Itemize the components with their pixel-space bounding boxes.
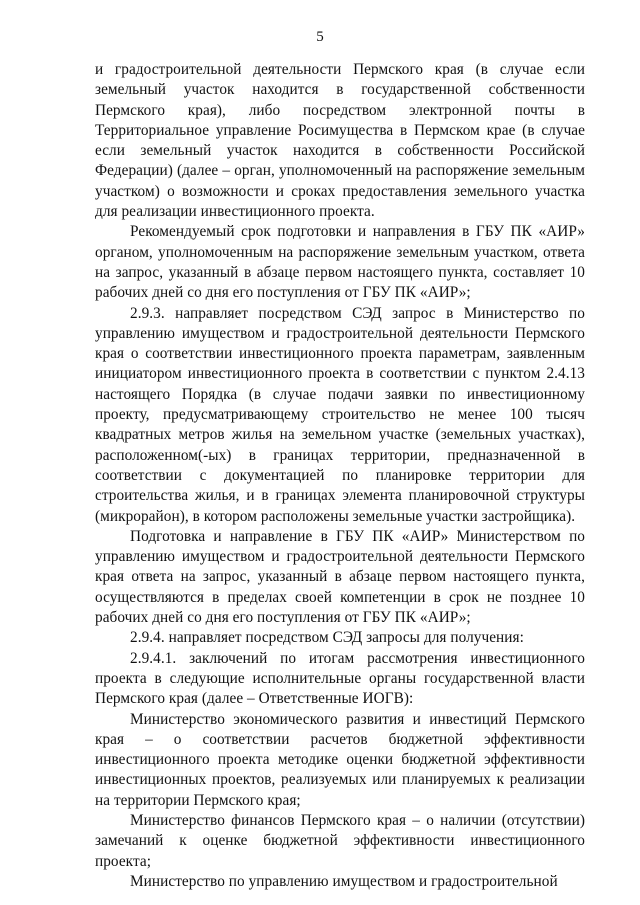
paragraph-2-9-4: 2.9.4. направляет посредством СЭД запросы для получения:	[130, 629, 524, 647]
paragraph-property-ministry: Министерство по управлению имуществом и градостроительной	[130, 872, 558, 890]
paragraph-2-9-4-1: 2.9.4.1. заключений по итогам рассмотрения инвестиционного проекта в следующие исполнительные органы государственной власти Пермского края (далее – Ответственные ИОГВ):	[95, 649, 585, 708]
paragraph-2-9-3: 2.9.3. направляет посредством СЭД запрос в Министерство по управлению имуществом и градостроительной деятельности Пермского края о соответствии инвестиционного проекта параметрам, заявленным инициатором инвестиционного проекта в соответствии с пунктом 2.4.13 настоящего Порядка (в случае подачи заявки по инвестиционному проекту, предусматривающему строительство не менее 100 тысяч квадратных метров жилья на земельном участке (земельных участках), расположенном(-ых) в границах территории, предназначенной в соответствии с документацией по планировке территории для строительства жилья, и в границах элемента планировочной структуры (микрорайон), в котором расположены земельные участки застройщика).	[95, 304, 585, 525]
paragraph-economic-ministry: Министерство экономического развития и инвестиций Пермского края – о соответствии расчетов бюджетной эффективности инвестиционного проекта методике оценки бюджетной эффективности инвестиционных проектов, реализуемых или планируемых к реализации на территории Пермского края;	[95, 710, 585, 809]
paragraph-finance-ministry: Министерство финансов Пермского края – о наличии (отсутствии) замечаний к оценке бюджетной эффективности инвестиционного проекта;	[95, 811, 585, 870]
page-number: 5	[316, 29, 324, 45]
paragraph-continuation: и градостроительной деятельности Пермского края (в случае если земельный участок находится в государственной собственности Пермского края), либо посредством электронной почты в Территориальное управление Росимущества в Пермском крае (в случае если земельный участок находится в собственности Российской Федерации) (далее – орган, уполномоченный на распоряжение земельным участком) о возможности и сроках предоставления земельного участка для реализации инвестиционного проекта.	[95, 61, 585, 221]
document-body	[95, 60, 585, 892]
paragraph-response-deadline: Рекомендуемый срок подготовки и направления в ГБУ ПК «АИР» органом, уполномоченным на распоряжение земельным участком, ответа на запрос, указанный в абзаце первом настоящего пункта, составляет 10 рабочих дней со дня его поступления от ГБУ ПК «АИР»;	[95, 223, 585, 302]
paragraph-ministry-response: Подготовка и направление в ГБУ ПК «АИР» Министерством по управлению имуществом и градостроительной деятельности Пермского края ответа на запрос, указанный в абзаце первом настоящего пункта, осуществляются в пределах своей компетенции в срок не позднее 10 рабочих дней со дня его поступления от ГБУ ПК «АИР»;	[95, 527, 585, 627]
